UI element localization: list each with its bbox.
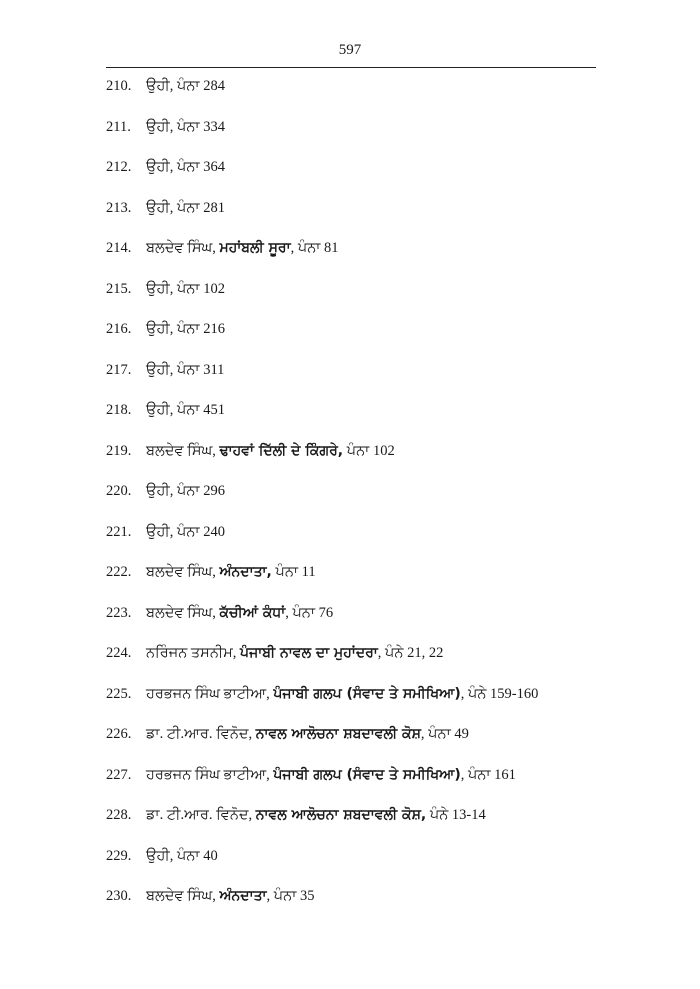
- endnote-book-title: ਮਹਾਂਬਲੀ ਸੂਰਾ: [219, 240, 291, 256]
- endnote-item: [106, 884, 606, 925]
- endnote-item: [106, 641, 606, 682]
- endnote-book-title: ਕੱਚੀਆਂ ਕੰਧਾਂ: [219, 604, 286, 621]
- page-number: 597: [338, 42, 362, 58]
- endnote-citation: ਨਰਿੰਜਨ ਤਸਨੀਮ,: [146, 645, 241, 661]
- endnote-number: 221.: [106, 523, 132, 540]
- endnote-book-title: ਅੰਨਦਾਤਾ: [219, 888, 267, 904]
- endnotes-list: [106, 74, 606, 925]
- endnote-citation: ਹਰਭਜਨ ਸਿੰਘ ਭਾਟੀਆ,: [146, 685, 274, 702]
- endnote-item: [106, 520, 606, 561]
- endnote-citation: ਉਹੀ, ਪੰਨਾ 334: [146, 118, 225, 135]
- endnote-page-ref: , ਪੰਨੇ 159-160: [460, 685, 539, 702]
- endnote-citation: ਹਰਭਜਨ ਸਿੰਘ ਭਾਟੀਆ,: [146, 766, 274, 783]
- endnote-number: 225.: [106, 685, 132, 702]
- endnote-number: 215.: [106, 280, 132, 297]
- endnote-number: 216.: [106, 321, 132, 337]
- endnote-citation: ਬਲਦੇਵ ਸਿੰਘ,: [146, 240, 220, 256]
- endnote-number: 230.: [106, 888, 132, 904]
- endnote-citation: ਬਲਦੇਵ ਸਿੰਘ,: [146, 442, 220, 459]
- endnote-item: [106, 722, 606, 763]
- endnote-citation: ਉਹੀ, ਪੰਨਾ 102: [146, 280, 225, 297]
- endnote-citation: ਬਲਦੇਵ ਸਿੰਘ,: [146, 604, 220, 621]
- endnote-page-ref: , ਪੰਨਾ 81: [290, 240, 339, 256]
- endnote-book-title: ਨਾਵਲ ਆਲੋਚਨਾ ਸ਼ਬਦਾਵਲੀ ਕੋਸ਼,: [255, 807, 427, 823]
- endnote-page-ref: ਪੰਨਾ 11: [271, 564, 316, 580]
- endnote-item: [106, 236, 606, 277]
- endnote-number: 224.: [106, 645, 132, 661]
- endnote-number: 217.: [106, 361, 132, 378]
- endnote-citation: ਉਹੀ, ਪੰਨਾ 284: [146, 78, 225, 94]
- endnote-item: [106, 196, 606, 237]
- endnote-number: 218.: [106, 402, 132, 418]
- endnote-item: [106, 479, 606, 520]
- endnote-citation: ਬਲਦੇਵ ਸਿੰਘ,: [146, 888, 220, 904]
- endnote-number: 211.: [106, 118, 131, 135]
- endnote-book-title: ਅੰਨਦਾਤਾ,: [219, 564, 272, 580]
- endnote-page-ref: ਪੰਨਾ 102: [343, 442, 395, 459]
- endnote-citation: ਉਹੀ, ਪੰਨਾ 451: [146, 402, 225, 418]
- endnote-item: [106, 439, 606, 480]
- endnote-item: [106, 682, 606, 723]
- endnote-item: [106, 317, 606, 358]
- endnote-number: 213.: [106, 199, 132, 216]
- endnote-page-ref: , ਪੰਨੇ 21, 22: [377, 645, 444, 661]
- endnote-item: [106, 560, 606, 601]
- endnote-number: 223.: [106, 604, 132, 621]
- endnote-page-ref: , ਪੰਨਾ 35: [266, 888, 315, 904]
- endnote-citation: ਬਲਦੇਵ ਸਿੰਘ,: [146, 564, 220, 580]
- endnote-item: [106, 398, 606, 439]
- endnote-page-ref: , ਪੰਨਾ 76: [285, 604, 334, 621]
- endnote-item: [106, 803, 606, 844]
- endnote-citation: ਉਹੀ, ਪੰਨਾ 40: [146, 847, 218, 864]
- endnote-item: [106, 277, 606, 318]
- endnote-number: 222.: [106, 564, 132, 580]
- endnote-page-ref: , ਪੰਨਾ 161: [460, 766, 516, 783]
- endnote-item: [106, 74, 606, 115]
- endnote-number: 220.: [106, 483, 132, 499]
- endnote-number: 226.: [106, 726, 132, 742]
- endnote-citation: ਉਹੀ, ਪੰਨਾ 240: [146, 523, 225, 540]
- endnote-citation: ਡਾ. ਟੀ.ਆਰ. ਵਿਨੋਦ,: [146, 726, 256, 742]
- endnote-item: [106, 155, 606, 196]
- endnote-number: 214.: [106, 240, 132, 256]
- endnote-number: 227.: [106, 766, 132, 783]
- endnote-citation: ਉਹੀ, ਪੰਨਾ 281: [146, 199, 225, 216]
- endnote-citation: ਉਹੀ, ਪੰਨਾ 296: [146, 483, 225, 499]
- endnote-item: [106, 601, 606, 642]
- endnote-item: [106, 763, 606, 804]
- endnote-citation: ਡਾ. ਟੀ.ਆਰ. ਵਿਨੋਦ,: [146, 807, 256, 823]
- endnote-citation: ਉਹੀ, ਪੰਨਾ 364: [146, 159, 225, 175]
- endnote-number: 219.: [106, 442, 132, 459]
- endnote-number: 210.: [106, 78, 132, 94]
- endnote-number: 229.: [106, 847, 132, 864]
- endnote-book-title: ਨਾਵਲ ਆਲੋਚਨਾ ਸ਼ਬਦਾਵਲੀ ਕੋਸ਼: [255, 726, 421, 742]
- endnote-book-title: ਢਾਹਵਾਂ ਦਿੱਲੀ ਦੇ ਕਿੰਗਰੇ,: [219, 442, 344, 459]
- endnote-item: [106, 115, 606, 156]
- endnote-book-title: ਪੰਜਾਬੀ ਗਲਪ (ਸੰਵਾਦ ਤੇ ਸਮੀਖਿਆ): [273, 766, 461, 783]
- endnote-citation: ਉਹੀ, ਪੰਨਾ 311: [146, 361, 225, 378]
- header-rule: [106, 67, 596, 68]
- endnote-number: 228.: [106, 807, 132, 823]
- endnote-item: [106, 844, 606, 885]
- endnote-book-title: ਪੰਜਾਬੀ ਨਾਵਲ ਦਾ ਮੁਹਾਂਦਰਾ: [240, 645, 378, 661]
- endnote-book-title: ਪੰਜਾਬੀ ਗਲਪ (ਸੰਵਾਦ ਤੇ ਸਮੀਖਿਆ): [273, 685, 461, 702]
- endnote-citation: ਉਹੀ, ਪੰਨਾ 216: [146, 321, 225, 337]
- endnote-item: [106, 358, 606, 399]
- endnote-page-ref: ਪੰਨੇ 13-14: [426, 807, 486, 823]
- endnote-number: 212.: [106, 159, 132, 175]
- endnote-page-ref: , ਪੰਨਾ 49: [420, 726, 469, 742]
